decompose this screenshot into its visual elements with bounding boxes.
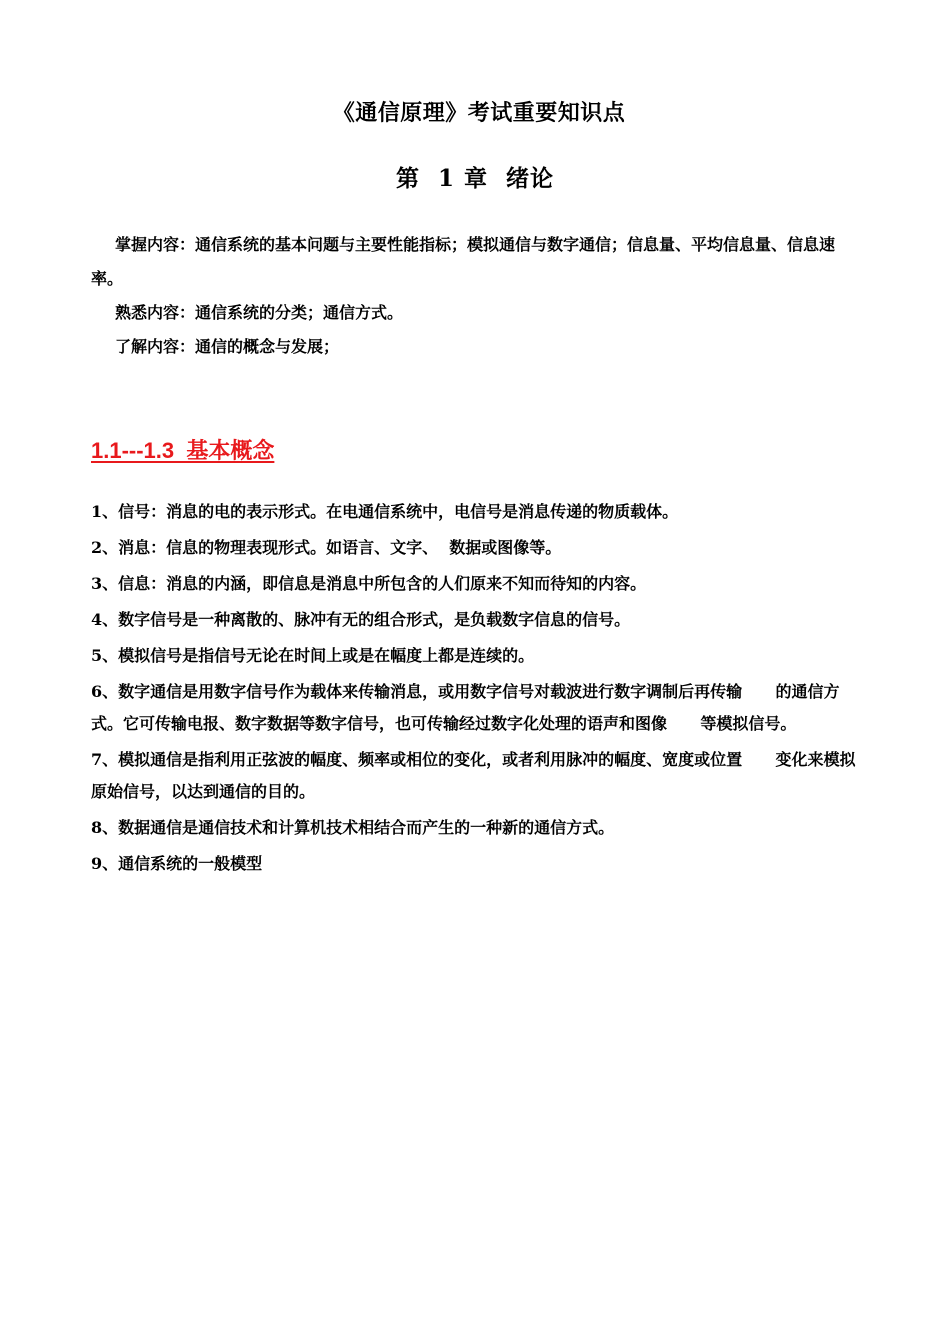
section-heading: 1.1---1.3 基本概念 [91,438,275,463]
list-item: 3、信息：消息的内涵，即信息是消息中所包含的人们原来不知而待知的内容。 [91,574,647,593]
list-item: 6、数字通信是用数字信号作为载体来传输消息，或用数字信号对载波进行数字调制后再传输 的通信方式。它可传输电报、数字数据等数字信号，也可传输经过数字化处理的语声和图像 等模拟信号。 [91,682,840,733]
list-item: 2、消息：信息的物理表现形式。如语言、文字、 数据或图像等。 [91,538,562,557]
list-item: 5、模拟信号是指信号无论在时间上或是在幅度上都是连续的。 [91,646,535,665]
objective-understand: 了解内容：通信的概念与发展； [115,337,340,356]
concept-list [91,496,863,884]
objective-familiar: 熟悉内容：通信系统的分类；通信方式。 [115,303,404,322]
chapter-objectives [91,228,863,364]
chapter-title: 第 1 章 绪论 [395,165,555,192]
list-item: 9、通信系统的一般模型 [91,854,263,873]
document-title: 《通信原理》考试重要知识点 [332,100,626,126]
list-item: 1、信号：消息的电的表示形式。在电通信系统中，电信号是消息传递的物质载体。 [91,502,679,521]
list-item: 7、模拟通信是指利用正弦波的幅度、频率或相位的变化，或者利用脉冲的幅度、宽度或位置 变化来模拟原始信号，以达到通信的目的。 [91,750,856,801]
list-item: 8、数据通信是通信技术和计算机技术相结合而产生的一种新的通信方式。 [91,818,615,837]
objective-master: 掌握内容：通信系统的基本问题与主要性能指标；模拟通信与数字通信；信息量、平均信息量、信息速率。 [91,235,836,288]
list-item: 4、数字信号是一种离散的、脉冲有无的组合形式，是负载数字信息的信号。 [91,610,631,629]
